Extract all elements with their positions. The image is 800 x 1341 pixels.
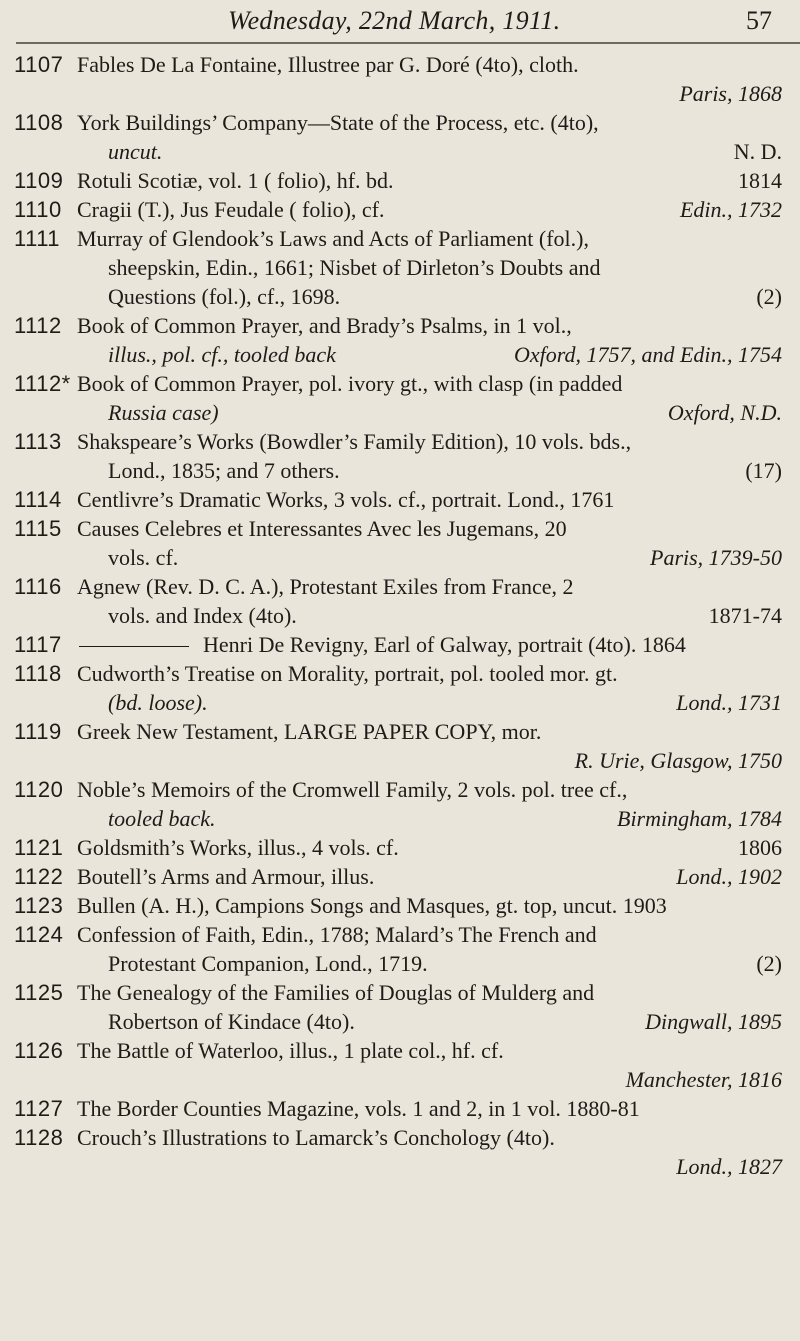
entry-condition: illus., pol. cf., tooled back [108,342,336,367]
entry-title: Henri De Revigny, Earl of Galway, portrait (4to). 1864 [203,632,686,657]
entry-line: sheepskin, Edin., 1661; Nisbet of Dirleton’s Doubts and [108,255,601,280]
entry-1108 [0,108,800,166]
entry-condition: vols. cf. [108,545,179,570]
entry-1120 [0,775,800,833]
ditto-dash [79,646,189,647]
entry-imprint: Lond., 1731 [676,690,782,715]
entry-title: Questions (fol.), cf., 1698. [108,284,341,309]
entry-imprint: R. Urie, Glasgow, 1750 [574,748,782,773]
entry-line: Shakspeare’s Works (Bowdler’s Family Edition), 10 vols. bds., [77,429,632,454]
entry-line [108,1007,782,1036]
entry-1117 [0,630,800,659]
entry-1113 [0,427,800,485]
entry-line [108,804,782,833]
lot-number: 1119 [14,719,62,744]
entry-title: Boutell’s Arms and Armour, illus. [77,864,375,889]
entry-1111 [0,224,800,311]
lot-number: 1116 [14,574,62,599]
entry-line: The Battle of Waterloo, illus., 1 plate col., hf. cf. [77,1038,504,1063]
entry-line: Noble’s Memoirs of the Cromwell Family, 2 vols. pol. tree cf., [77,777,628,802]
entry-title: Goldsmith’s Works, illus., 4 vols. cf. [77,835,399,860]
entry-1119 [0,717,800,775]
entry-count: (2) [756,284,782,309]
entry-condition: tooled back. [108,806,216,831]
entry-imprint: Edin., 1732 [679,197,782,222]
entry-imprint: Dingwall, 1895 [645,1009,782,1034]
entry-line [77,833,782,862]
entry-condition: vols. and Index (4to). [108,603,297,628]
lot-number: 1126 [14,1038,64,1063]
entry-imprint: Lond., 1902 [676,864,782,889]
entry-imprint: 1814 [738,168,782,193]
lot-number: 1107 [14,52,64,77]
entry-imprint: 1806 [738,835,782,860]
entry-count: (2) [756,951,782,976]
entry-imprint: Oxford, 1757, and Edin., 1754 [513,342,782,367]
entry-1112 [0,311,800,369]
entry-line: Greek New Testament, LARGE PAPER COPY, mor. [77,719,542,744]
entry-line: Crouch’s Illustrations to Lamarck’s Conchology (4to). [77,1125,555,1150]
lot-number: 1113 [14,429,62,454]
lot-number: 1115 [14,516,62,541]
entry-line [77,166,782,195]
lot-number: 1122 [14,864,64,889]
lot-number: 1123 [14,893,64,918]
entry-line: Bullen (A. H.), Campions Songs and Masques, gt. top, uncut. 1903 [77,893,667,918]
lot-number: 1110 [14,197,62,222]
entry-1127 [0,1094,800,1123]
entry-imprint: Manchester, 1816 [625,1067,782,1092]
entry-1110 [0,195,800,224]
entry-1109 [0,166,800,195]
entry-1116 [0,572,800,630]
entry-line [108,398,782,427]
entry-line [108,949,782,978]
entry-1118 [0,659,800,717]
entry-1121 [0,833,800,862]
entry-condition: (bd. loose). [108,690,208,715]
entry-imprint: Lond., 1827 [676,1154,782,1179]
lot-number: 1111 [14,226,61,251]
entry-line [77,630,782,659]
entry-line [108,543,782,572]
entry-line: Fables De La Fontaine, Illustree par G. Doré (4to), cloth. [77,52,579,77]
entry-count: (17) [745,458,782,483]
lot-number: 1127 [14,1096,64,1121]
lot-number: 1125 [14,980,64,1005]
entry-condition: uncut. [108,139,163,164]
catalogue-entries [0,50,800,1181]
entry-line: Murray of Glendook’s Laws and Acts of Parliament (fol.), [77,226,589,251]
entry-line: Agnew (Rev. D. C. A.), Protestant Exiles from France, 2 [77,574,574,599]
page-date-title: Wednesday, 22nd March, 1911. [228,6,561,35]
lot-number: 1112* [14,371,71,396]
entry-line [77,195,782,224]
page-number: 57 [746,6,772,35]
entry-line [108,137,782,166]
entry-line [108,688,782,717]
entry-condition: Russia case) [108,400,219,425]
entry-imprint: Paris, 1868 [679,81,782,106]
entry-line [108,340,782,369]
entry-title: Protestant Companion, Lond., 1719. [108,951,428,976]
entry-imprint: Oxford, N.D. [667,400,782,425]
entry-1123 [0,891,800,920]
entry-title: Rotuli Scotiæ, vol. 1 ( folio), hf. bd. [77,168,394,193]
entry-imprint: N. D. [733,139,782,164]
entry-1128 [0,1123,800,1181]
entry-1122 [0,862,800,891]
entry-1125 [0,978,800,1036]
entry-imprint: Birmingham, 1784 [617,806,782,831]
lot-number: 1108 [14,110,64,135]
entry-line: Causes Celebres et Interessantes Avec les Jugemans, 20 [77,516,567,541]
entry-line: Cudworth’s Treatise on Morality, portrait, pol. tooled mor. gt. [77,661,618,686]
lot-number: 1114 [14,487,62,512]
lot-number: 1117 [14,632,62,657]
header-rule [16,42,800,44]
entry-1124 [0,920,800,978]
entry-line: York Buildings’ Company—State of the Process, etc. (4to), [77,110,599,135]
lot-number: 1124 [14,922,64,947]
entry-1115 [0,514,800,572]
entry-line [108,456,782,485]
page-header [0,0,800,50]
entry-line: Book of Common Prayer, and Brady’s Psalms, in 1 vol., [77,313,572,338]
lot-number: 1118 [14,661,62,686]
entry-title: Robertson of Kindace (4to). [108,1009,355,1034]
lot-number: 1112 [14,313,62,338]
entry-line: The Border Counties Magazine, vols. 1 and 2, in 1 vol. 1880-81 [77,1096,640,1121]
entry-line [108,282,782,311]
entry-line: Book of Common Prayer, pol. ivory gt., with clasp (in padded [77,371,623,396]
entry-imprint: Lond., 1835; and 7 others. [108,458,340,483]
lot-number: 1109 [14,168,64,193]
entry-1114 [0,485,800,514]
entry-line [77,862,782,891]
entry-imprint: Paris, 1739-50 [650,545,782,570]
entry-line: Centlivre’s Dramatic Works, 3 vols. cf., portrait. Lond., 1761 [77,487,615,512]
lot-number: 1128 [14,1125,64,1150]
entry-line [108,601,782,630]
entry-line: The Genealogy of the Families of Douglas of Mulderg and [77,980,595,1005]
lot-number: 1120 [14,777,64,802]
entry-line: Confession of Faith, Edin., 1788; Malard’s The French and [77,922,597,947]
entry-1126 [0,1036,800,1094]
entry-1107 [0,50,800,108]
entry-1112-star [0,369,800,427]
entry-title: Cragii (T.), Jus Feudale ( folio), cf. [77,197,385,222]
lot-number: 1121 [14,835,64,860]
entry-imprint: 1871-74 [708,603,782,628]
